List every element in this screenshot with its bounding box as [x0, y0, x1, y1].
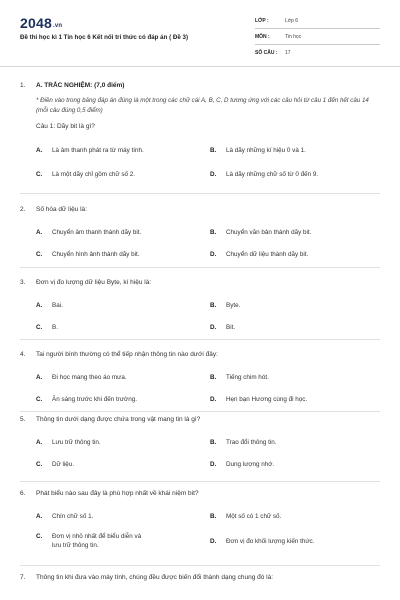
option-letter: C.: [36, 171, 43, 178]
option-text: Chuyển văn bản thành dãy bit.: [226, 229, 312, 236]
question-text: Đơn vị đo lượng dữ liệu Byte, kí hiệu là:: [36, 279, 152, 286]
option-text: Chín chữ số 1.: [52, 513, 94, 520]
question-number: 1.: [20, 82, 26, 89]
question-text: Thông tin khi đưa vào máy tính, chúng đều được biến đổi thành dạng chung đó là:: [36, 574, 274, 581]
option-text: Đơn vị đo khối lượng kiến thức.: [226, 538, 315, 545]
option-a[interactable]: [36, 373, 202, 382]
option-letter: D.: [210, 461, 217, 468]
option-text: Byte.: [226, 302, 241, 309]
option-c[interactable]: [36, 170, 202, 179]
question-text: Câu 1: Dãy bit là gì?: [36, 123, 95, 130]
divider: [20, 339, 380, 340]
question-text: Số hóa dữ liệu là:: [36, 206, 87, 213]
option-b[interactable]: [210, 373, 376, 382]
exam-content: [0, 66, 400, 600]
option-a[interactable]: [36, 146, 202, 155]
option-d[interactable]: [210, 250, 376, 259]
option-letter: A.: [36, 513, 43, 520]
option-letter: B.: [210, 439, 217, 446]
logo-tld: .vn: [52, 23, 63, 29]
option-letter: C.: [36, 251, 43, 258]
option-text: Trao đổi thông tin.: [226, 439, 277, 446]
option-d[interactable]: [210, 170, 376, 179]
option-letter: C.: [36, 533, 43, 540]
option-text: Một số có 1 chữ số.: [226, 513, 282, 520]
divider: [20, 565, 380, 566]
option-letter: D.: [210, 396, 217, 403]
option-text: Dung lượng nhớ.: [226, 461, 275, 468]
option-text: Bit.: [226, 324, 236, 331]
option-letter: B.: [210, 229, 217, 236]
question-text: Thông tin dưới dạng được chứa trong vật mang tin là gì?: [36, 416, 201, 423]
question-number: 6.: [20, 490, 26, 497]
option-text: Chuyển dữ liệu thành dãy bit.: [226, 251, 309, 258]
option-text: Chuyển âm thanh thành dãy bit.: [52, 229, 142, 236]
option-c[interactable]: [36, 250, 202, 259]
option-letter: D.: [210, 251, 217, 258]
divider: [20, 481, 380, 482]
option-c[interactable]: [36, 532, 144, 550]
option-text: Bai.: [52, 302, 63, 309]
option-letter: A.: [36, 302, 43, 309]
site-logo[interactable]: [20, 15, 62, 31]
meta-value: 17: [285, 49, 291, 56]
option-letter: C.: [36, 461, 43, 468]
option-letter: D.: [210, 171, 217, 178]
option-d[interactable]: [210, 537, 376, 546]
meta-row-subject: [255, 29, 380, 45]
question-2: [20, 206, 380, 266]
section-heading: A. TRẮC NGHIỆM: (7,0 điểm): [36, 82, 125, 89]
option-letter: A.: [36, 374, 43, 381]
option-text: Ăn sáng trước khi đến trường.: [52, 396, 137, 403]
question-1: [20, 82, 380, 202]
option-letter: B.: [210, 302, 217, 309]
page-header: [0, 0, 400, 67]
option-text: Là dãy những chữ số từ 0 đến 9.: [226, 171, 319, 178]
option-letter: A.: [36, 439, 43, 446]
option-b[interactable]: [210, 301, 376, 310]
exam-meta: [255, 13, 380, 60]
option-letter: D.: [210, 538, 217, 545]
option-text: Là dãy những kí hiệu 0 và 1.: [226, 147, 306, 154]
question-number: 4.: [20, 351, 26, 358]
question-number: 3.: [20, 279, 26, 286]
logo-text: 2048: [20, 15, 52, 31]
option-c[interactable]: [36, 460, 202, 469]
option-letter: D.: [210, 324, 217, 331]
option-c[interactable]: [36, 323, 202, 332]
divider: [20, 411, 380, 412]
option-text: Là một dãy chỉ gồm chữ số 2.: [52, 171, 135, 178]
instruction-text: * Điền vào trong bảng đáp án đúng là một trong các chữ cái A, B, C, D tương ứng với các câu hỏi từ câu 1 đến hết câu 14 (mỗi câu đúng 0,5 điểm): [36, 97, 369, 114]
meta-label: LỚP :: [255, 17, 269, 24]
option-letter: A.: [36, 147, 43, 154]
meta-row-question-count: [255, 45, 380, 60]
meta-value: Lớp 6: [285, 17, 299, 24]
option-a[interactable]: [36, 301, 202, 310]
option-d[interactable]: [210, 460, 376, 469]
option-text: Lưu trữ thông tin.: [52, 439, 101, 446]
option-letter: C.: [36, 324, 43, 331]
document-title: Đề thi học kì 1 Tin học 6 Kết nối tri thức có đáp án ( Đề 3): [20, 34, 189, 41]
option-a[interactable]: [36, 438, 202, 447]
meta-value: Tin học: [285, 33, 302, 40]
option-b[interactable]: [210, 228, 376, 237]
option-text: Đơn vị nhỏ nhất để biểu diễn và lưu trữ thông tin.: [52, 533, 142, 549]
option-c[interactable]: [36, 395, 202, 404]
question-7: [20, 574, 380, 600]
option-letter: B.: [210, 513, 217, 520]
option-text: Chuyển hình ảnh thành dãy bit.: [52, 251, 140, 258]
question-6: [20, 490, 380, 560]
question-3: [20, 279, 380, 339]
divider: [20, 193, 380, 194]
option-a[interactable]: [36, 512, 202, 521]
option-letter: B.: [210, 374, 217, 381]
option-letter: B.: [210, 147, 217, 154]
meta-label: SỐ CÂU :: [255, 49, 278, 56]
meta-label: MÔN :: [255, 33, 270, 40]
option-d[interactable]: [210, 323, 376, 332]
option-text: Hẹn bạn Hương cùng đi học.: [226, 396, 308, 403]
meta-row-grade: [255, 13, 380, 29]
option-letter: A.: [36, 229, 43, 236]
option-text: Là âm thanh phát ra từ máy tính.: [52, 147, 144, 154]
question-number: 5.: [20, 416, 26, 423]
option-d[interactable]: [210, 395, 376, 404]
option-b[interactable]: [210, 512, 376, 521]
question-4: [20, 351, 380, 411]
divider: [20, 267, 380, 268]
question-text: Phát biểu nào sau đây là phù hợp nhất về khái niệm bit?: [36, 490, 199, 497]
question-text: Tai người bình thường có thể tiếp nhận thông tin nào dưới đây:: [36, 351, 218, 358]
question-number: 7.: [20, 574, 26, 581]
option-letter: C.: [36, 396, 43, 403]
option-text: Tiếng chim hót.: [226, 374, 269, 381]
question-number: 2.: [20, 206, 26, 213]
option-a[interactable]: [36, 228, 202, 237]
option-text: Đi học mang theo áo mưa.: [52, 374, 127, 381]
option-text: Dữ liệu.: [52, 461, 75, 468]
question-5: [20, 416, 380, 476]
option-text: B.: [52, 324, 58, 331]
option-b[interactable]: [210, 438, 376, 447]
option-b[interactable]: [210, 146, 376, 155]
